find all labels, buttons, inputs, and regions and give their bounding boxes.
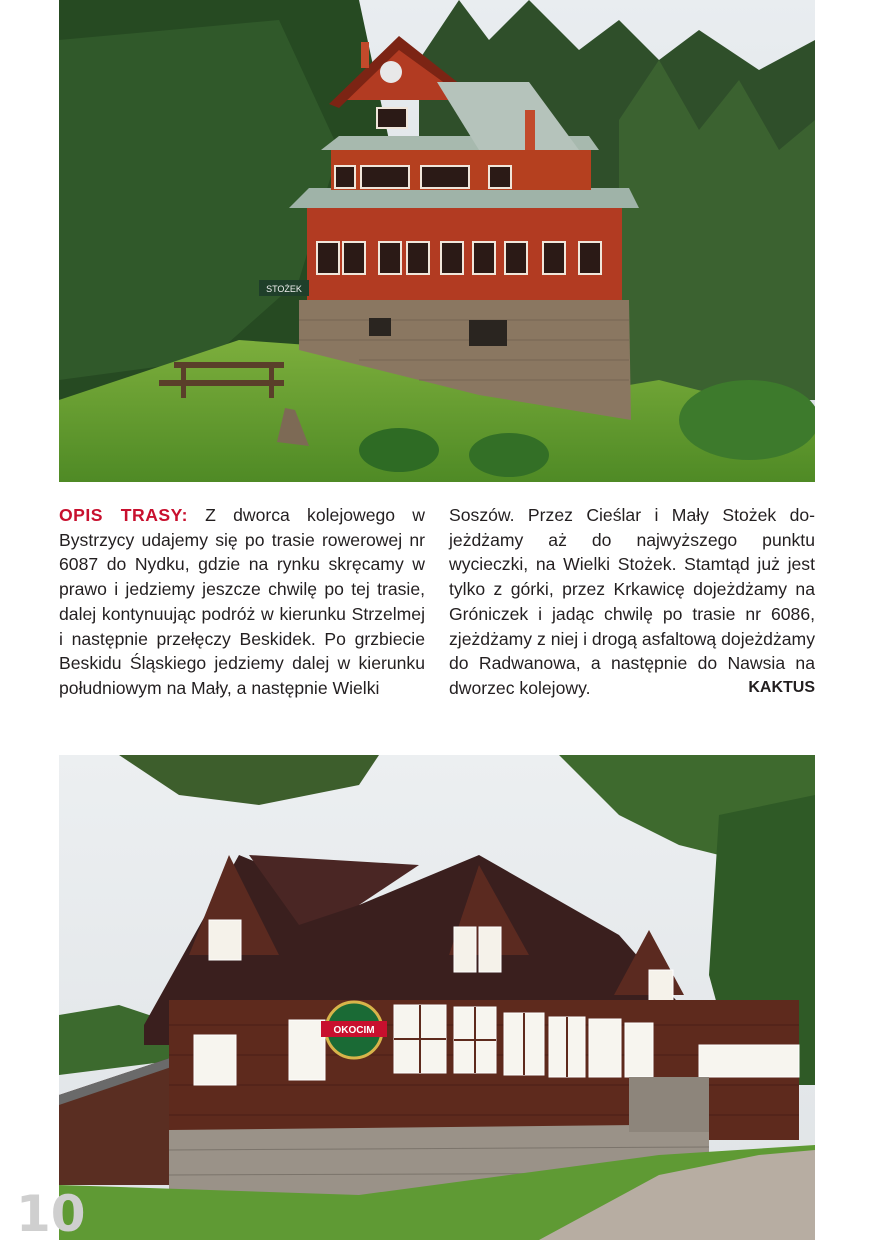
article-column-left xyxy=(59,503,425,701)
article-text-part-1: Z dworca kolejowego w Bystrzycy udajemy się po trasie rowerowej nr 6087 do Nydku, gdzie na rynku skręcamy w prawo i jedziemy jeszcze chwilę po tej trasie, dalej kontynuując podróż w kierunku Strzelmej i następnie przełęczy Beskidek. Po grzbiecie Beskidu Śląskiego jedziemy dalej w kierunku południowym na Mały, a następnie Wielki xyxy=(59,505,425,698)
photo-wooden-chalet xyxy=(59,755,815,1240)
photo-mountain-hut-stozek xyxy=(59,0,815,482)
article-text-part-2: Soszów. Przez Cieślar i Mały Stożek dojeżdżamy aż do najwyższego punktu wycieczki, na Wielki Stożek. Stamtąd już jest tylko z górki, przez Krkawicę dojeżdżamy na Gróniczek i jadąc chwilę po trasie nr 6086, zjeżdżamy z niej i drogą asfaltową dojeżdżamy do Radwanowa, a następnie do Nawsia na dworzec kolejowy. xyxy=(449,505,815,698)
author-signature: KAKTUS xyxy=(748,678,815,696)
okocim-sign: OKOCIM xyxy=(333,1025,375,1036)
page-number: 10 xyxy=(16,1185,86,1243)
route-description-label: OPIS TRASY: xyxy=(59,505,188,525)
article-column-right xyxy=(449,503,815,701)
hut-sign-stozek: STOŻEK xyxy=(266,284,302,294)
